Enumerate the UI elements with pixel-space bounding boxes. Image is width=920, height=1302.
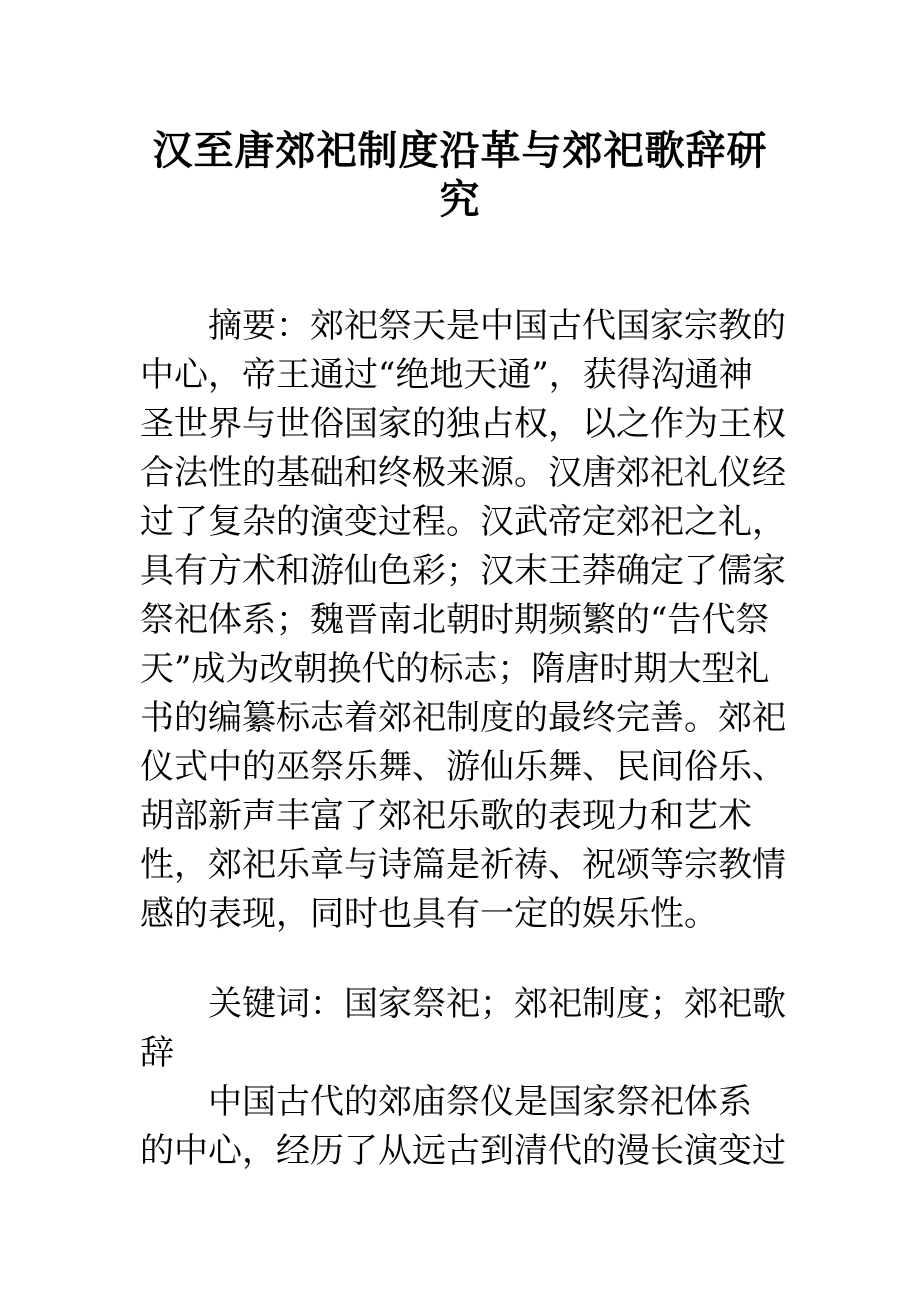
- abstract-line: 过了复杂的演变过程。汉武帝定郊祀之礼，: [140, 502, 786, 542]
- abstract-line: 圣世界与世俗国家的独占权，以之作为王权: [140, 404, 786, 444]
- keywords-paragraph: [140, 980, 785, 1078]
- keywords-line: 关键词：国家祭祀；郊祀制度；郊祀歌: [208, 984, 786, 1024]
- abstract-line: 性，郊祀乐章与诗篇是祈祷、祝颂等宗教情: [140, 845, 786, 885]
- document-title: [140, 118, 780, 223]
- abstract-line: 摘要：郊祀祭天是中国古代国家宗教的: [208, 306, 786, 346]
- intro-paragraph: [140, 1078, 785, 1176]
- keywords-line: 辞: [140, 1033, 174, 1073]
- abstract-line: 合法性的基础和终极来源。汉唐郊祀礼仪经: [140, 453, 786, 493]
- abstract-line: 仪式中的巫祭乐舞、游仙乐舞、民间俗乐、: [140, 747, 786, 787]
- abstract-line: 具有方术和游仙色彩；汉末王莽确定了儒家: [140, 551, 786, 591]
- intro-line: 的中心，经历了从远古到清代的漫长演变过: [140, 1131, 786, 1171]
- abstract-line: 胡部新声丰富了郊祀乐歌的表现力和艺术: [140, 796, 752, 836]
- abstract-line: 天”成为改朝换代的标志；隋唐时期大型礼: [140, 649, 770, 689]
- abstract-line: 书的编纂标志着郊祀制度的最终完善。郊祀: [140, 698, 786, 738]
- title-line-2: 究: [439, 176, 481, 223]
- abstract-paragraph: [140, 302, 785, 939]
- abstract-line: 中心，帝王通过“绝地天通”，获得沟通神: [140, 355, 753, 395]
- title-line-1: 汉至唐郊祀制度沿革与郊祀歌辞研: [152, 127, 768, 174]
- abstract-line: 祭祀体系；魏晋南北朝时期频繁的“告代祭: [140, 600, 770, 640]
- abstract-line: 感的表现，同时也具有一定的娱乐性。: [140, 894, 718, 934]
- intro-line: 中国古代的郊庙祭仪是国家祭祀体系: [208, 1082, 752, 1122]
